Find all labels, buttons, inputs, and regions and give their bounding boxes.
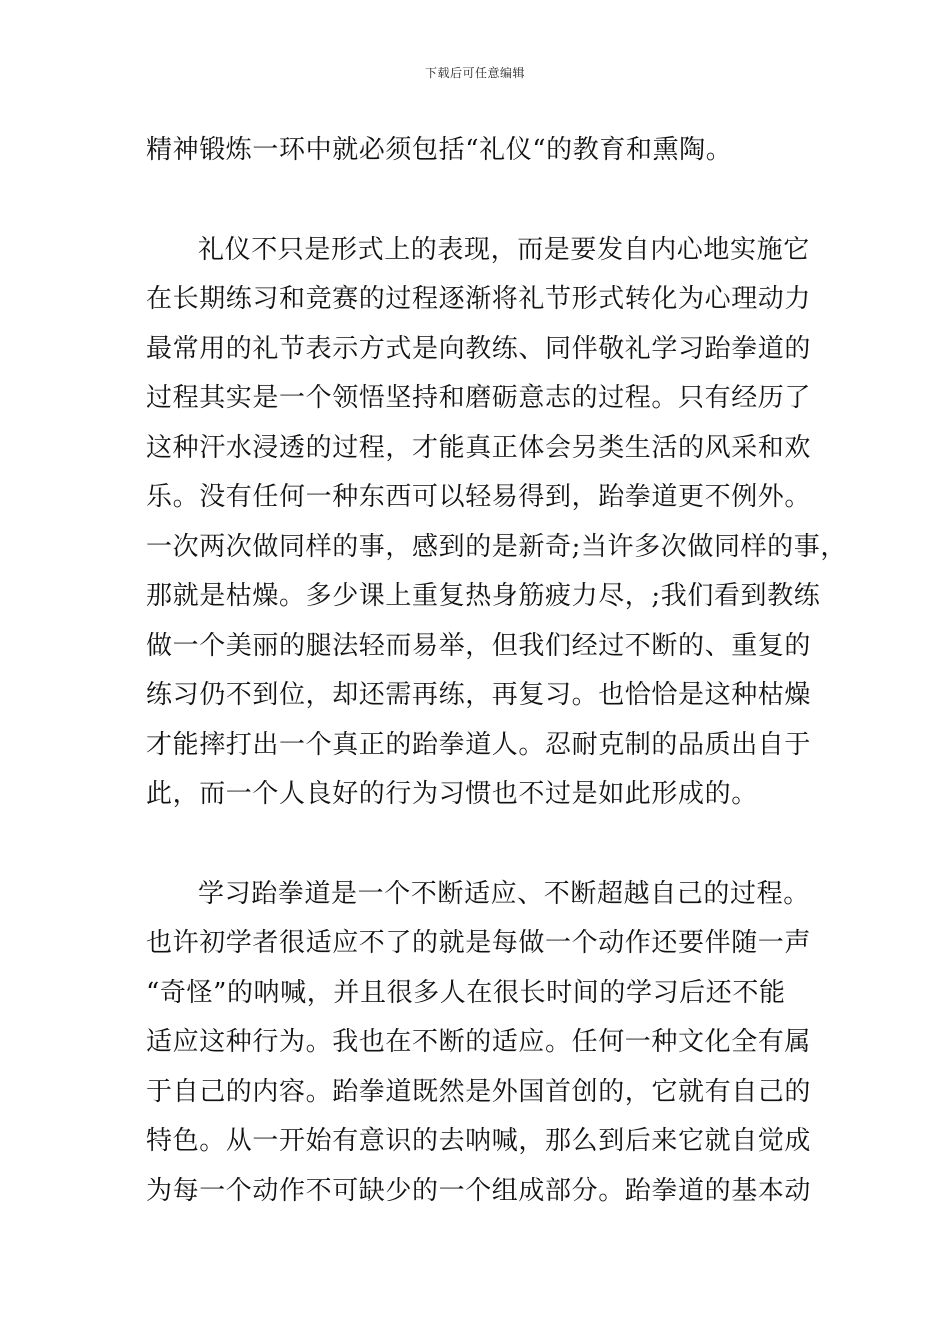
text-line: 最常用的礼节表示方式是向教练、同伴敬礼学习跆拳道的: [146, 334, 812, 364]
text-line: 过程其实是一个领悟坚持和磨砺意志的过程。只有经历了: [146, 383, 812, 413]
text-line: 为每一个动作不可缺少的一个组成部分。跆拳道的基本动: [146, 1176, 812, 1206]
text-line: 精神锻炼一环中就必须包括“礼仪“的教育和熏陶。: [146, 135, 733, 165]
text-line: 做一个美丽的腿法轻而易举，但我们经过不断的、重复的: [146, 631, 812, 661]
page-header: 下载后可任意编辑: [424, 66, 525, 80]
text-line: 也许初学者很适应不了的就是每做一个动作还要伴随一声: [146, 928, 812, 958]
text-line: 特色。从一开始有意识的去呐喊，那么到后来它就自觉成: [146, 1126, 812, 1156]
text-line: 一次两次做同样的事，感到的是新奇;当许多次做同样的事，: [146, 532, 847, 562]
text-line: 适应这种行为。我也在不断的适应。任何一种文化全有属: [146, 1027, 812, 1057]
text-line: 在长期练习和竞赛的过程逐渐将礼节形式转化为心理动力: [146, 284, 812, 314]
text-line: 此，而一个人良好的行为习惯也不过是如此形成的。: [146, 779, 758, 809]
text-line: 这种汗水浸透的过程，才能真正体会另类生活的风采和欢: [146, 433, 812, 463]
text-line: 那就是枯燥。多少课上重复热身筋疲力尽，;我们看到教练: [146, 581, 821, 611]
text-line: “奇怪”的呐喊，并且很多人在很长时间的学习后还不能: [146, 978, 786, 1008]
text-line: 练习仍不到位，却还需再练，再复习。也恰恰是这种枯燥: [146, 680, 812, 710]
text-line: 于自己的内容。跆拳道既然是外国首创的，它就有自己的: [146, 1077, 812, 1107]
paragraph-first-line: 礼仪不只是形式上的表现，而是要发自内心地实施它: [198, 235, 810, 265]
text-line: 乐。没有任何一种东西可以轻易得到，跆拳道更不例外。: [146, 482, 812, 512]
text-line: 才能摔打出一个真正的跆拳道人。忍耐克制的品质出自于: [146, 730, 812, 760]
paragraph-first-line: 学习跆拳道是一个不断适应、不断超越自己的过程。: [198, 879, 810, 909]
